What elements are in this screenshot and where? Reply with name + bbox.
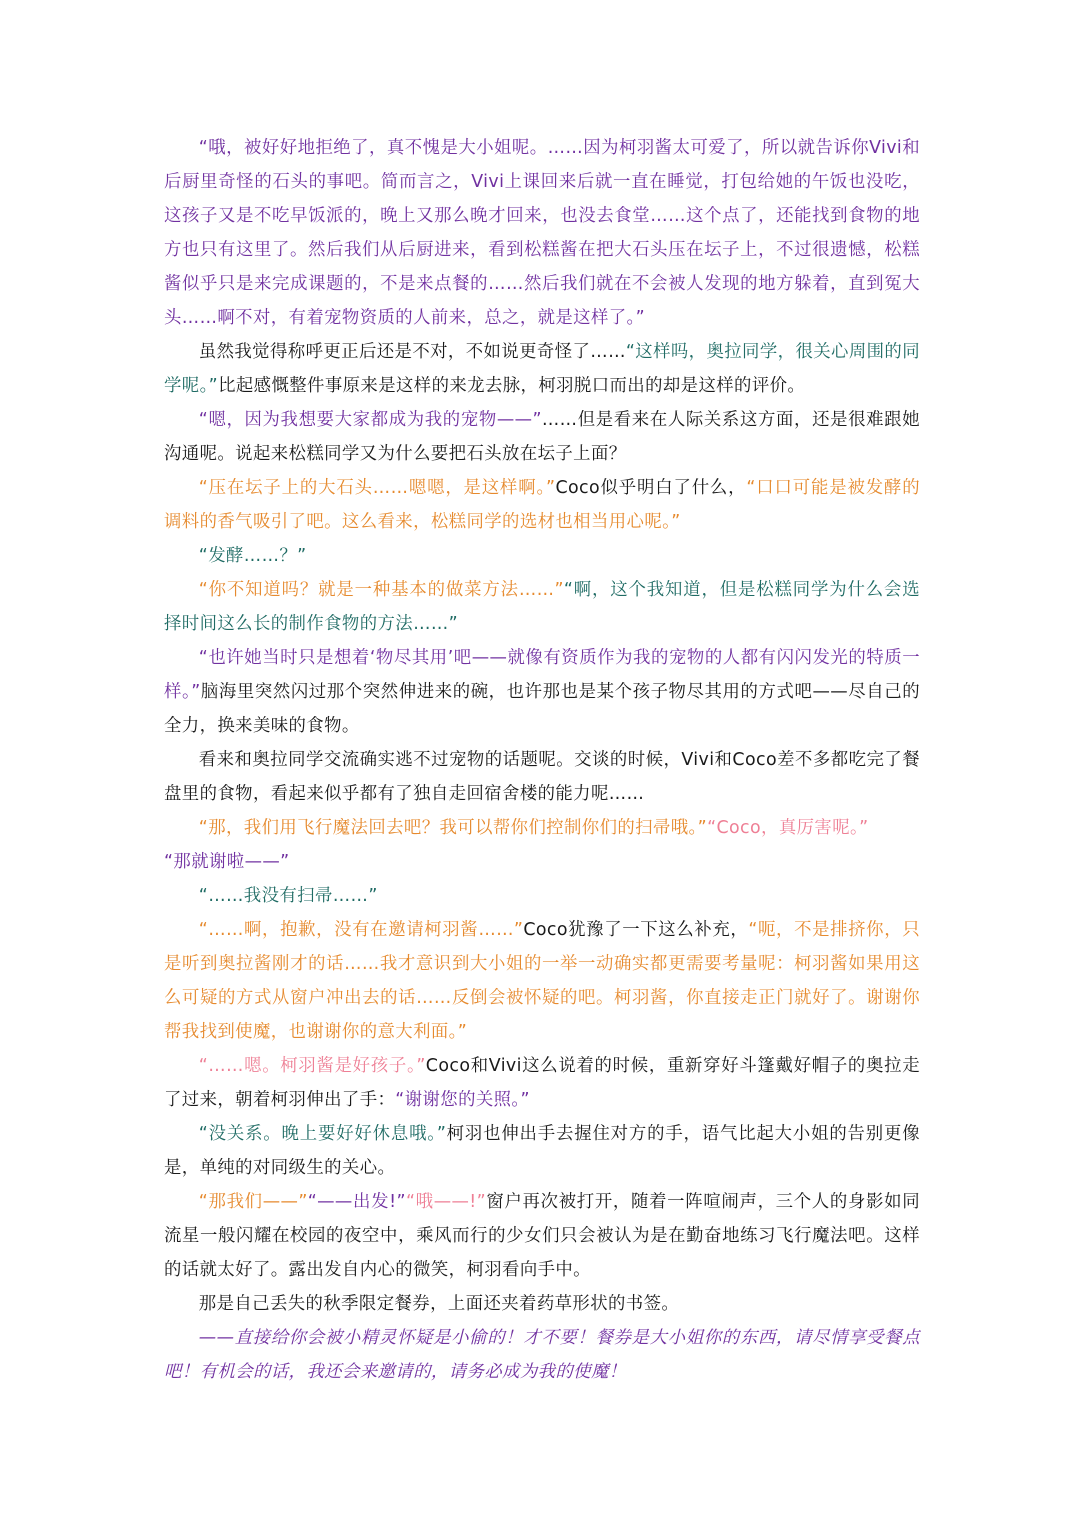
dialogue-text: “你不知道吗？就是一种基本的做菜方法……” — [198, 580, 564, 600]
paragraph — [164, 879, 920, 913]
narration-text: Coco犹豫了一下这么补充， — [523, 920, 749, 940]
paragraph — [164, 641, 920, 743]
narration-text: 窗户再次被打开，随着一阵喧闹声，三个人的身影如同流星一般闪耀在校园的夜空中，乘风而行的少女们只会被认为是在勤奋地练习飞行魔法吧。这样的话就太好了。露出发自内心的微笑，柯羽看向手中。 — [164, 1192, 920, 1280]
dialogue-text: “……啊，抱歉，没有在邀请柯羽酱……” — [198, 920, 524, 940]
narration-text: 那是自己丢失的秋季限定餐券，上面还夹着药草形状的书签。 — [198, 1294, 680, 1314]
narration-text: 脑海里突然闪过那个突然伸进来的碗，也许那也是某个孩子物尽其用的方式吧——尽自己的全力，换来美味的食物。 — [164, 682, 920, 736]
dialogue-text: “啊，这个我知道，但是松糕同学为什么会选择时间这么长的制作食物的方法……” — [164, 580, 920, 634]
paragraph — [164, 573, 920, 641]
paragraph — [164, 539, 920, 573]
dialogue-text: “嗯，因为我想要大家都成为我的宠物——” — [198, 410, 542, 430]
dialogue-text: “发酵……？” — [198, 546, 307, 566]
paragraph — [164, 811, 920, 879]
dialogue-text: “那就谢啦——” — [164, 852, 290, 872]
dialogue-text: “哦——!” — [405, 1192, 487, 1212]
dialogue-text: “谢谢您的关照。” — [395, 1090, 530, 1110]
paragraph — [164, 1049, 920, 1117]
dialogue-text: “……嗯。柯羽酱是好孩子。” — [198, 1056, 426, 1076]
dialogue-text: “Coco，真厉害呢。” — [707, 818, 869, 838]
narration-text: ……但是看来在人际关系这方面，还是很难跟她沟通呢。说起来松糕同学又为什么要把石头放在坛子上面？ — [164, 410, 920, 464]
dialogue-text: “那，我们用飞行魔法回去吧？我可以帮你们控制你们的扫帚哦。” — [198, 818, 708, 838]
paragraph — [164, 403, 920, 471]
narration-text: 柯羽也伸出手去握住对方的手，语气比起大小姐的告别更像是，单纯的对同级生的关心。 — [164, 1124, 920, 1178]
dialogue-text: “呃，不是排挤你，只是听到奥拉酱刚才的话……我才意识到大小姐的一举一动确实都更需要考量呢：柯羽酱如果用这么可疑的方式从窗户冲出去的话……反倒会被怀疑的吧。柯羽酱，你直接走正门就好了。谢谢你帮我找到使魔，也谢谢你的意大利面。” — [164, 920, 921, 1042]
dialogue-text: “哦，被好好地拒绝了，真不愧是大小姐呢。……因为柯羽酱太可爱了，所以就告诉你Vivi和后厨里奇怪的石头的事吧。简而言之，Vivi上课回来后就一直在睡觉，打包给她的午饭也没吃，这孩子又是不吃早饭派的，晚上又那么晚才回来，也没去食堂……这个点了，还能找到食物的地方也只有这里了。然后我们从后厨进来，看到松糕酱在把大石头压在坛子上，不过很遗憾，松糕酱似乎只是来完成课题的，不是来点餐的……然后我们就在不会被人发现的地方躲着，直到冤大头……啊不对，有着宠物资质的人前来，总之，就是这样了。” — [164, 138, 920, 328]
dialogue-text: “压在坛子上的大石头……嗯嗯，是这样啊。” — [198, 478, 556, 498]
dialogue-text: “那我们——” — [198, 1192, 308, 1212]
paragraph — [164, 131, 920, 335]
narration-text: 看来和奥拉同学交流确实逃不过宠物的话题呢。交谈的时候，Vivi和Coco差不多都吃完了餐盘里的食物，看起来似乎都有了独自走回宿舍楼的能力呢…… — [164, 750, 920, 804]
paragraph — [164, 1287, 920, 1321]
narration-text: Coco和Vivi这么说着的时候，重新穿好斗篷戴好帽子的奥拉走了过来，朝着柯羽伸出了手： — [164, 1056, 921, 1110]
paragraph — [164, 1185, 920, 1287]
paragraph — [164, 743, 920, 811]
dialogue-text: “这样吗，奥拉同学，很关心周围的同学呢。” — [164, 342, 921, 396]
paragraph — [164, 1321, 920, 1389]
dialogue-text: “没关系。晚上要好好休息哦。” — [198, 1124, 447, 1144]
dialogue-text: “也许她当时只是想着‘物尽其用’吧——就像有资质作为我的宠物的人都有闪闪发光的特质一样。” — [164, 648, 920, 702]
dialogue-text: “……我没有扫帚……” — [198, 886, 378, 906]
dialogue-text: “口口可能是被发酵的调料的香气吸引了吧。这么看来，松糕同学的选材也相当用心呢。” — [164, 478, 920, 532]
paragraph — [164, 913, 920, 1049]
narration-text: 比起感慨整件事原来是这样的来龙去脉，柯羽脱口而出的却是这样的评价。 — [218, 376, 806, 396]
dialogue-text: “——出发!” — [307, 1192, 406, 1212]
dialogue-text: ——直接给你会被小精灵怀疑是小偷的！才不要！餐券是大小姐你的东西，请尽情享受餐点吧！有机会的话，我还会来邀请的，请务必成为我的使魔！ — [164, 1328, 920, 1382]
paragraph — [164, 335, 920, 403]
paragraph — [164, 471, 920, 539]
narration-text: Coco似乎明白了什么， — [555, 478, 747, 498]
document-body — [164, 131, 920, 1389]
paragraph — [164, 1117, 920, 1185]
narration-text: 虽然我觉得称呼更正后还是不对，不如说更奇怪了…… — [198, 342, 626, 362]
